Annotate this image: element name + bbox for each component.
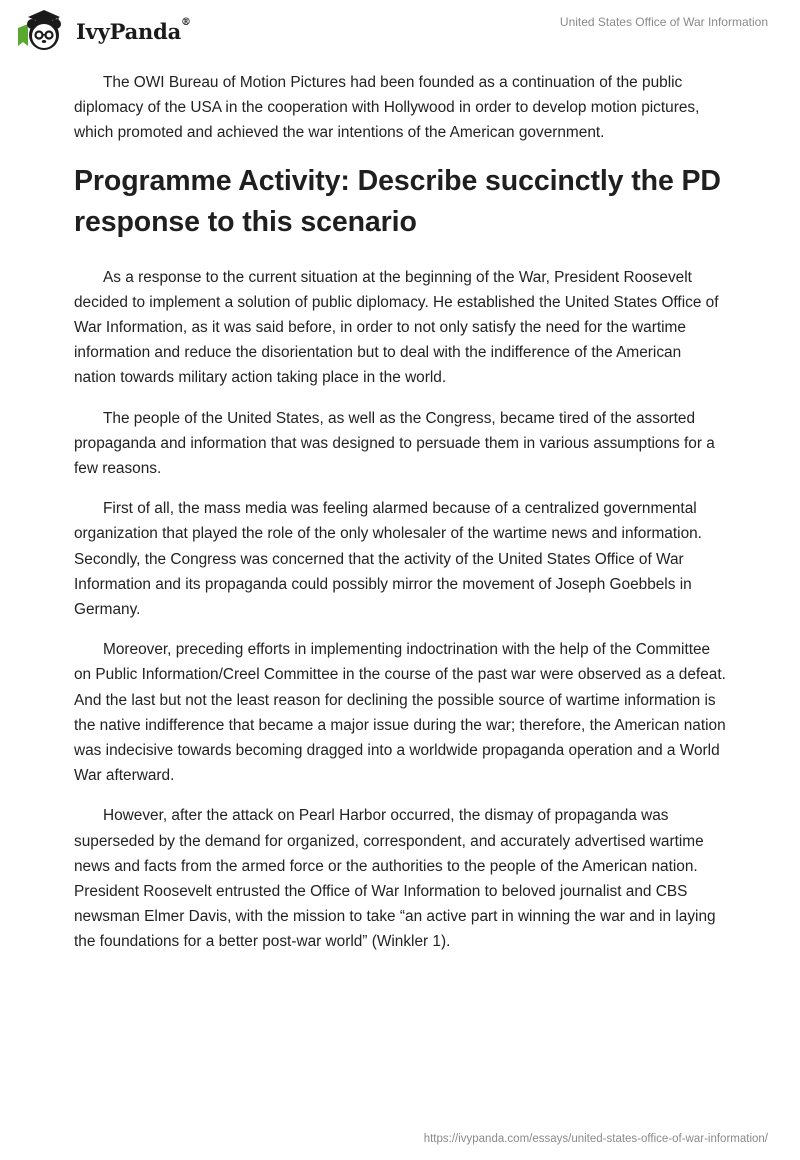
ivypanda-logo[interactable] <box>14 8 191 54</box>
paragraph: Moreover, preceding efforts in implementing indoctrination with the help of the Committee on Public Information/Creel Committee in the course of the past war were observed as a defeat. And the last but not the least reason for declining the possible source of wartime information is the native indifference that became a major issue during the war; therefore, the American nation was indecisive towards becoming dragged into a worldwide propaganda operation and a World War afterward. <box>74 641 726 785</box>
paragraph: First of all, the mass media was feeling alarmed because of a centralized governmental organization that played the role of the only wholesaler of the wartime news and information. Secondly, the Congress was concerned that the activity of the United States Office of War Information and its propaganda could possibly mirror the movement of Joseph Goebbels in Germany. <box>74 500 702 619</box>
section-heading: Programme Activity: Describe succinctly the PD response to this scenario <box>74 164 721 238</box>
paragraph: However, after the attack on Pearl Harbor occurred, the dismay of propaganda was superseded by the demand for organized, correspondent, and accurately advertised wartime news and facts from the armed force or the authorities to the people of the American nation. President Roosevelt entrusted the Office of War Information to beloved journalist and CBS newsman Elmer Davis, with the mission to take “an active part in winning the war and in laying the foundations for a better post-war world” (Winkler 1). <box>74 807 716 951</box>
paragraph: The OWI Bureau of Motion Pictures had been founded as a continuation of the public diplomacy of the USA in the cooperation with Hollywood in order to develop motion pictures, which promoted and achieved the war intentions of the American government. <box>74 74 700 142</box>
panda-graduate-icon <box>14 8 72 54</box>
brand-name: IvyPanda® <box>76 16 191 44</box>
paragraph: As a response to the current situation at the beginning of the War, President Roosevelt decided to implement a solution of public diplomacy. He established the United States Office of War Information, as it was said before, in order to not only satisfy the need for the wartime information and reduce the disorientation but to deal with the indifference of the American nation towards military action taking place in the world. <box>74 268 719 387</box>
document-title: United States Office of War Information <box>559 15 768 29</box>
registered-mark: ® <box>181 16 191 28</box>
article-body <box>74 70 726 970</box>
paragraph: The people of the United States, as well as the Congress, became tired of the assorted propaganda and information that was designed to persuade them in various assumptions for a few reasons. <box>74 409 715 478</box>
page-header <box>0 0 800 60</box>
source-url[interactable]: https://ivypanda.com/essays/united-states-office-of-war-information/ <box>423 1133 768 1145</box>
